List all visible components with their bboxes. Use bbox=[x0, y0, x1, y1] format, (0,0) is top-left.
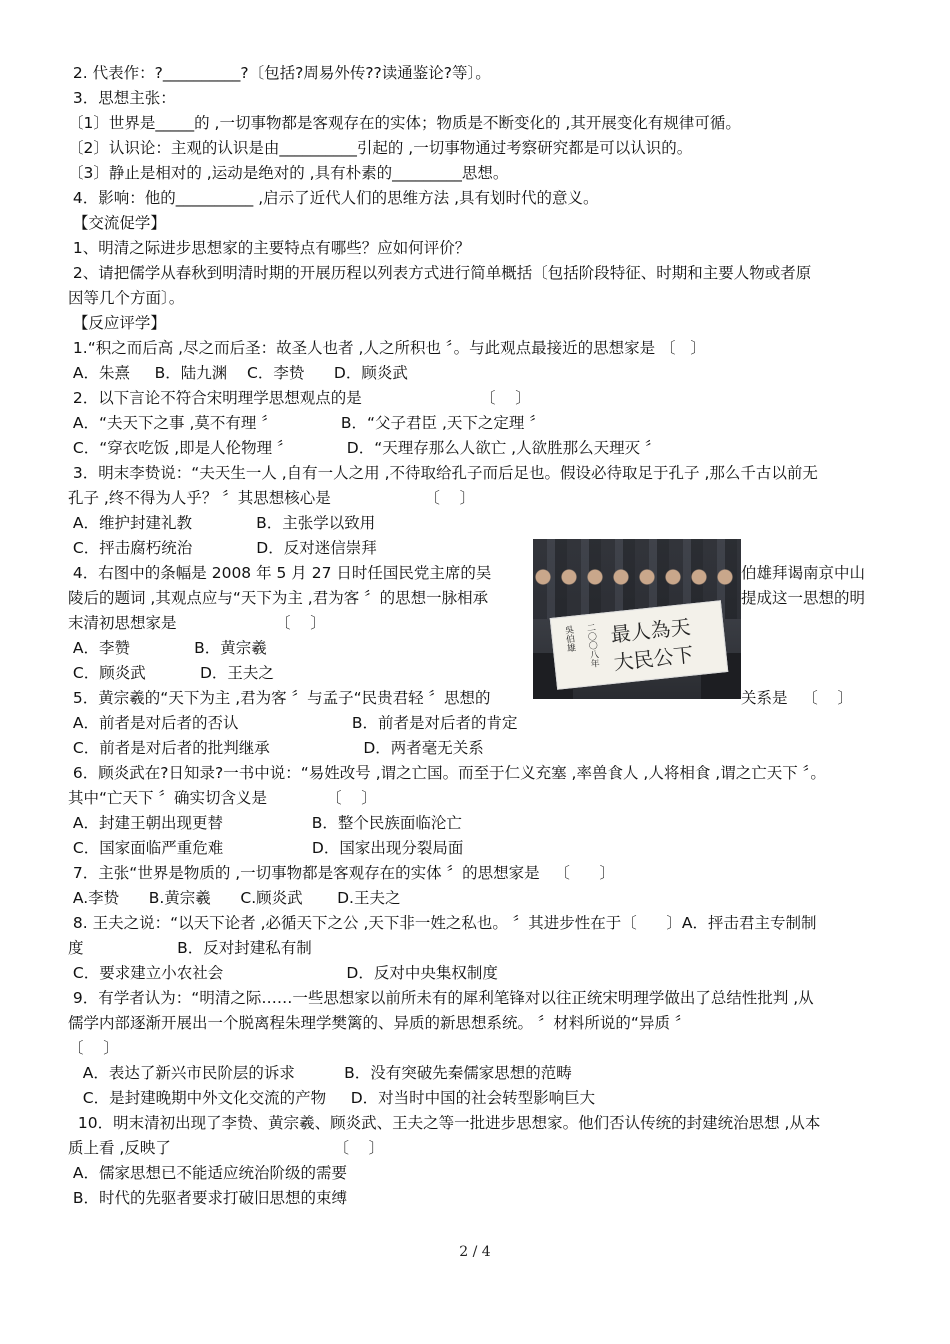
photo-calligraphy-banner bbox=[533, 539, 741, 699]
text-line: 2、请把儒学从春秋到明清时期的开展历程以列表方式进行简单概括〔包括阶段特征、时期和主要人物或者原 bbox=[68, 264, 812, 282]
text-line: 8. 王夫之说：“以天下论者 ,必循天下之公 ,天下非一姓之私也。 〞其进步性在于〔 〕A．抨击君主专制制 bbox=[68, 914, 817, 932]
text-line: 质上看 ,反映了 〔 〕 bbox=[68, 1139, 385, 1157]
text-line: 因等几个方面〕。 bbox=[68, 289, 185, 307]
text-line: 提成这一思想的明 bbox=[741, 589, 866, 607]
text-line: C．前者是对后者的批判继承 D．两者毫无关系 bbox=[68, 739, 484, 757]
text-line: 1、明清之际进步思想家的主要特点有哪些？应如何评价？ bbox=[68, 239, 471, 257]
text-line: 【交流促学】 bbox=[68, 214, 166, 232]
text-line: A．表达了新兴市民阶层的诉求 B．没有突破先秦儒家思想的范畴 bbox=[68, 1064, 572, 1082]
text-line: 3．明末李贽说：“夫天生一人 ,自有一人之用 ,不待取给孔子而后足也。假设必待取足于孔子 ,那么千古以前无 bbox=[68, 464, 818, 482]
text-line: 儒学内部逐渐开展出一个脱离程朱理学樊篱的、异质的新思想系统。 〞材料所说的“异质 〞 bbox=[68, 1014, 691, 1032]
text-line: C．要求建立小农社会 D．反对中央集权制度 bbox=[68, 964, 498, 982]
photo-heads bbox=[533, 557, 741, 597]
text-line: 3．思想主张： bbox=[68, 89, 176, 107]
text-line: A．维护封建礼教 B．主张学以致用 bbox=[68, 514, 376, 532]
banner-text-line2: 大民公下 bbox=[612, 642, 695, 675]
text-line: 2．以下言论不符合宋明理学思想观点的是 〔 〕 bbox=[68, 389, 531, 407]
banner-signature: 吳伯雄 bbox=[562, 624, 576, 653]
text-line: 4．右图中的条幅是 2008 年 5 月 27 日时任国民党主席的吴 bbox=[68, 564, 492, 582]
text-line: 〔2〕认识论：主观的认识是由__________引起的 ,一切事物通过考察研究都是可以认识的。 bbox=[68, 139, 693, 157]
text-line: 〔3〕静止是相对的 ,运动是绝对的 ,具有朴素的_________思想。 bbox=[68, 164, 509, 182]
text-line: 7．主张“世界是物质的 ,一切事物都是客观存在的实体 〞的思想家是 〔 〕 bbox=[68, 864, 615, 882]
text-line: C．抨击腐朽统治 D．反对迷信崇拜 bbox=[68, 539, 377, 557]
text-line: 陵后的题词 ,其观点应与“天下为主 ,君为客 〞的思想一脉相承 bbox=[68, 589, 489, 607]
page-number: 2 / 4 bbox=[459, 1244, 491, 1260]
text-line: 其中“亡天下 〞确实切含义是 〔 〕 bbox=[68, 789, 377, 807]
text-line: 〔1〕世界是_____的 ,一切事物都是客观存在的实体；物质是不断变化的 ,其开展变化有规律可循。 bbox=[68, 114, 741, 132]
text-line: 〔 〕 bbox=[68, 1039, 119, 1057]
text-line: 孔子 ,终不得为人乎？ 〞其思想核心是 〔 〕 bbox=[68, 489, 476, 507]
text-line: 度 B．反对封建私有制 bbox=[68, 939, 312, 957]
text-line: 伯雄拜谒南京中山 bbox=[741, 564, 866, 582]
text-line: A．朱熹 B．陆九渊 C．李贽 D．顾炎武 bbox=[68, 364, 408, 382]
text-line: 9．有学者认为：“明清之际……一些思想家以前所未有的犀利笔锋对以往正统宋明理学做出了总结性批判 ,从 bbox=[68, 989, 814, 1007]
text-line: A．封建王朝出现更替 B．整个民族面临沦亡 bbox=[68, 814, 462, 832]
text-line: C．顾炎武 D．王夫之 bbox=[68, 664, 274, 682]
text-line: 【反应评学】 bbox=[68, 314, 166, 332]
text-line: A．“夫天下之事 ,莫不有理 〞 B．“父子君臣 ,天下之定理 〞 bbox=[68, 414, 545, 432]
text-line: C．是封建晚期中外文化交流的产物 D．对当时中国的社会转型影响巨大 bbox=[68, 1089, 596, 1107]
text-line: A．儒家思想已不能适应统治阶级的需要 bbox=[68, 1164, 348, 1182]
text-line: 5．黄宗羲的“天下为主 ,君为客 〞与孟子“民贵君轻 〞思想的 bbox=[68, 689, 491, 707]
banner-text-line1: 最人為天 bbox=[609, 614, 692, 647]
banner-date: 二〇〇八年 bbox=[584, 622, 600, 669]
text-line: A．前者是对后者的否认 B．前者是对后者的肯定 bbox=[68, 714, 518, 732]
text-line: 末清初思想家是 〔 〕 bbox=[68, 614, 326, 632]
text-line: 关系是 〔 〕 bbox=[741, 689, 853, 707]
text-line: 2. 代表作：?__________?〔包括?周易外传??读通鉴论?等〕。 bbox=[68, 64, 491, 82]
text-line: B．时代的先驱者要求打破旧思想的束缚 bbox=[68, 1189, 348, 1207]
text-line: 6．顾炎武在?日知录?一书中说：“易姓改号 ,谓之亡国。而至于仁义充塞 ,率兽食人 ,人将相食 ,谓之亡天下 〞。 bbox=[68, 764, 826, 782]
text-line: 4．影响：他的__________ ,启示了近代人们的思维方法 ,具有划时代的意义。 bbox=[68, 189, 599, 207]
text-line: A．李赞 B．黄宗羲 bbox=[68, 639, 267, 657]
text-line: 10．明末清初出现了李贽、黄宗羲、顾炎武、王夫之等一批进步思想家。他们否认传统的封建统治思想 ,从本 bbox=[68, 1114, 821, 1132]
text-line: C．“穿衣吃饭 ,即是人伦物理 〞 D．“天理存那么人欲亡 ,人欲胜那么天理灭 〞 bbox=[68, 439, 661, 457]
text-line: C．国家面临严重危难 D．国家出现分裂局面 bbox=[68, 839, 464, 857]
text-line: 1.“积之而后高 ,尽之而后圣：故圣人也者 ,人之所积也 〞。与此观点最接近的思想家是 〔 〕 bbox=[68, 339, 706, 357]
text-line: A.李贽 B.黄宗羲 C.顾炎武 D.王夫之 bbox=[68, 889, 401, 907]
